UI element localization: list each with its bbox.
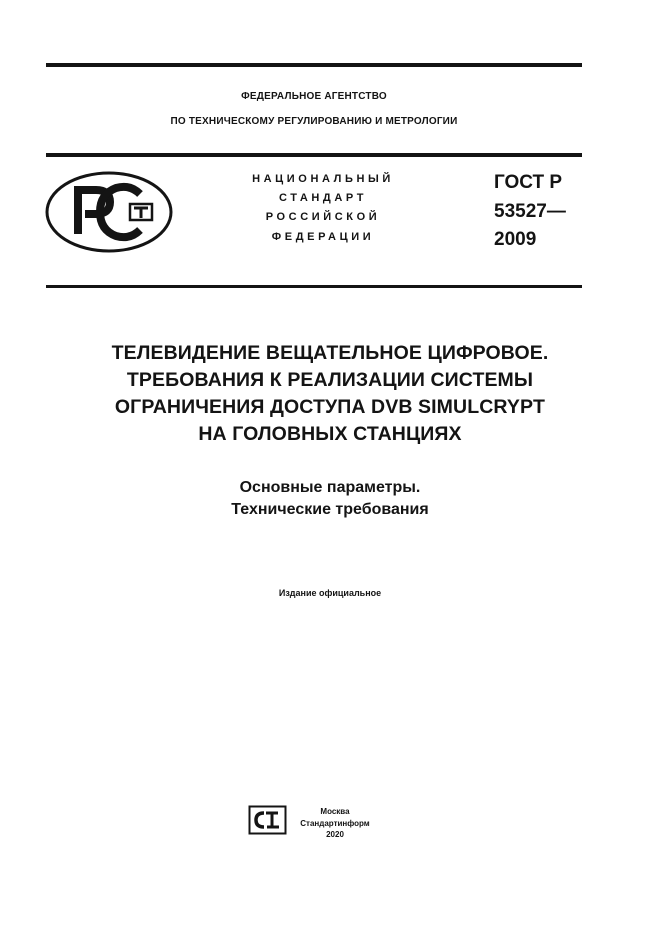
gost-designation-line-1: ГОСТ Р xyxy=(494,172,563,193)
agency-line-1: ФЕДЕРАЛЬНОЕ АГЕНТСТВО xyxy=(241,91,387,102)
rst-certification-logo-icon xyxy=(44,170,174,254)
document-title-line-2: ТРЕБОВАНИЯ К РЕАЛИЗАЦИИ СИСТЕМЫ xyxy=(126,369,534,391)
gost-designation-line-2: 53527— xyxy=(494,201,566,222)
document-title-line-4: НА ГОЛОВНЫХ СТАНЦИЯХ xyxy=(198,423,462,445)
publisher-city: Москва xyxy=(320,807,350,816)
document-subtitle-line-2: Технические требования xyxy=(231,501,429,518)
document-title-line-1: ТЕЛЕВИДЕНИЕ ВЕЩАТЕЛЬНОЕ ЦИФРОВОЕ. xyxy=(111,342,549,364)
top-divider xyxy=(46,63,582,67)
gost-designation-line-3: 2009 xyxy=(494,229,537,250)
agency-line-2: ПО ТЕХНИЧЕСКОМУ РЕГУЛИРОВАНИЮ И МЕТРОЛОГИИ xyxy=(170,116,458,127)
title-block-divider xyxy=(46,285,582,288)
publisher-name: Стандартинформ xyxy=(300,819,370,828)
national-standard-line-4: ФЕДЕРАЦИИ xyxy=(271,231,375,243)
publication-year: 2020 xyxy=(326,830,344,839)
document-title-line-3: ОГРАНИЧЕНИЯ ДОСТУПА DVB SIMULCRYPT xyxy=(114,396,546,418)
document-subtitle-line-1: Основные параметры. xyxy=(239,479,421,496)
header-divider xyxy=(46,153,582,157)
national-standard-line-1: НАЦИОНАЛЬНЫЙ xyxy=(252,173,394,185)
standartinform-logo-icon xyxy=(248,805,288,835)
national-standard-line-2: СТАНДАРТ xyxy=(278,192,368,204)
edition-note: Издание официальное xyxy=(278,588,382,598)
national-standard-line-3: РОССИЙСКОЙ xyxy=(265,211,381,223)
